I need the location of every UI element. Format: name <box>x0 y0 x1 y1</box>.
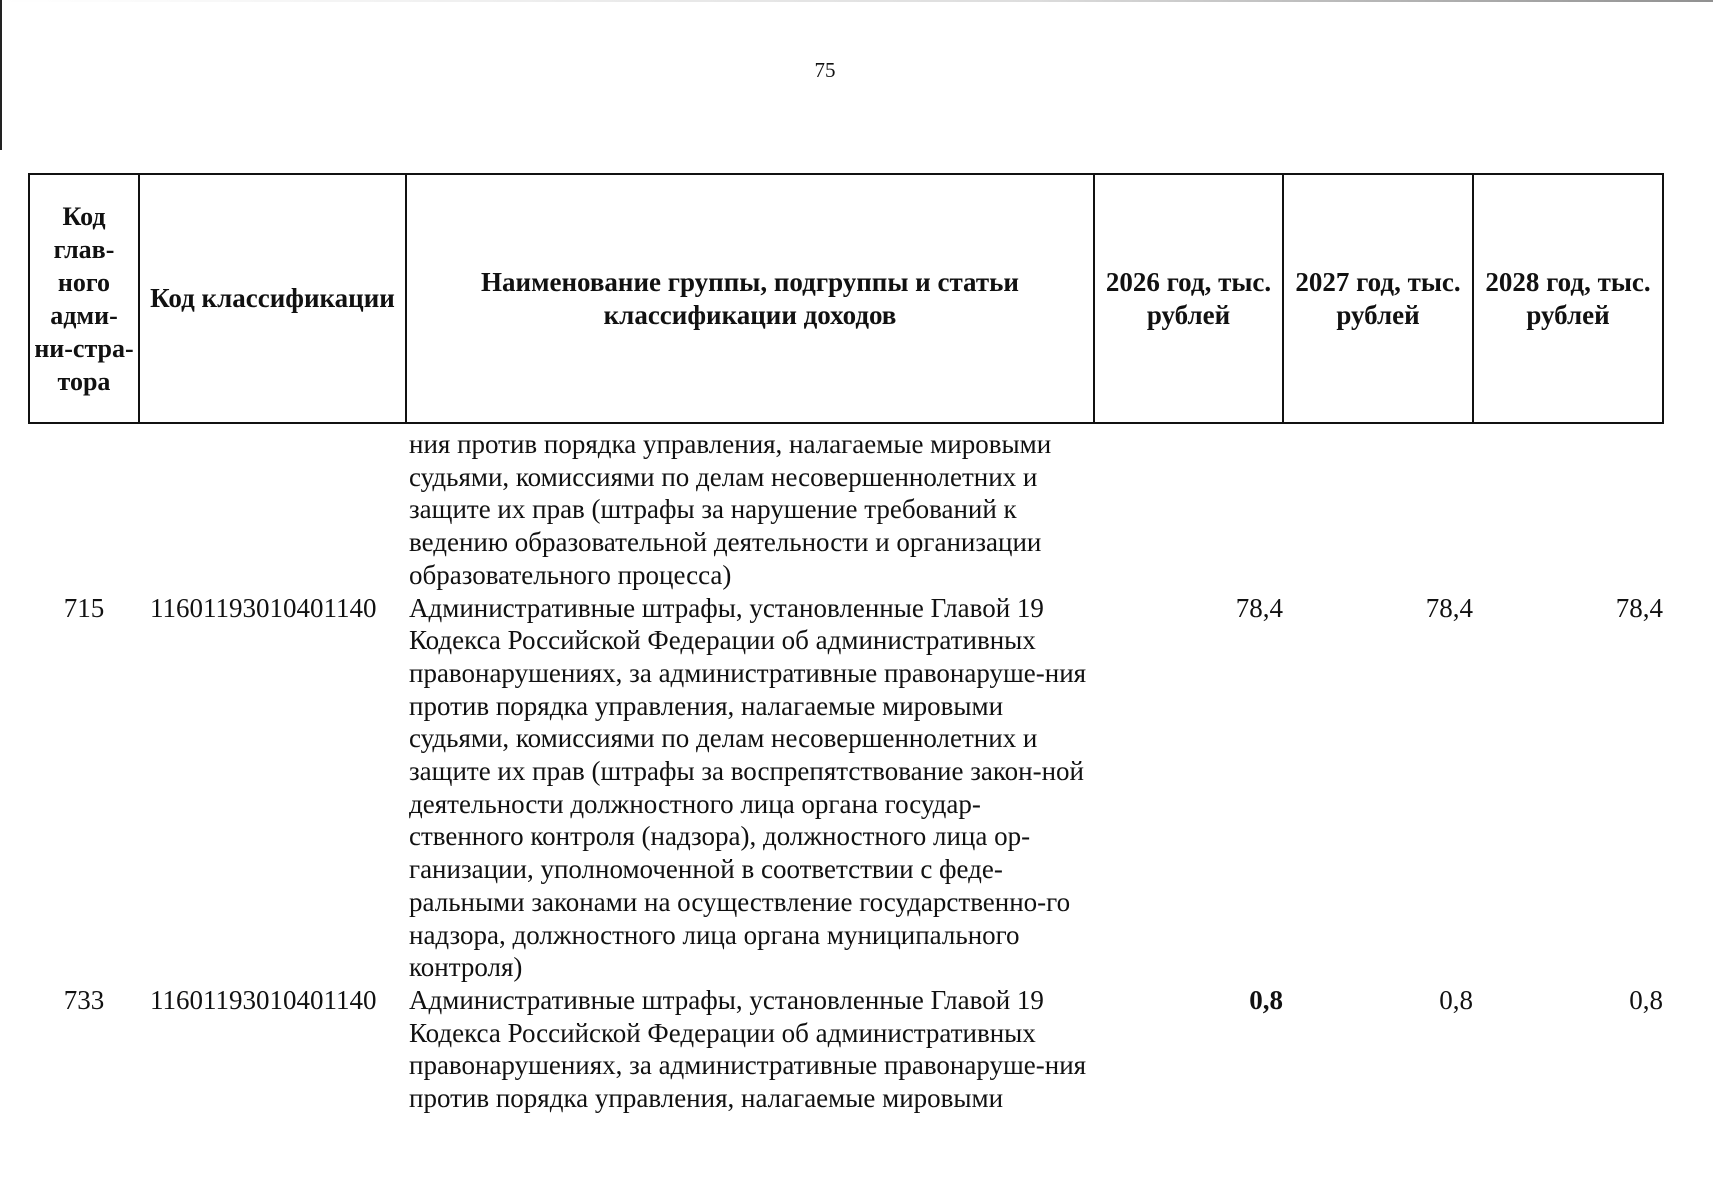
table-header-row <box>29 174 1663 423</box>
cell-name: Административные штрафы, установленные Главой 19 Кодекса Российской Федерации об административных правонарушениях, за административные правонаруше-ния против порядка управления, налагаемые мировыми судьями, комиссиями по делам несовершеннолетних и защите их прав (штрафы за воспрепятствование закон-ной деятельности должностного лица органа государ-ственного контроля (надзора), должностного лица ор-ганизации, уполномоченной в соответствии с феде-ральными законами на осуществление государственно-го надзора, должностного лица органа муниципального контроля) <box>409 592 1087 983</box>
cell-2027: 78,4 <box>1425 592 1473 623</box>
cell-code: 11601193010401140 <box>150 984 377 1015</box>
cell-admin: 733 <box>63 984 105 1015</box>
scan-edge-top <box>0 0 1713 2</box>
cell-admin <box>29 423 139 592</box>
cell-2028 <box>1473 423 1663 592</box>
table-row <box>29 984 1663 1115</box>
header-classification-code: Код классификации <box>139 174 406 423</box>
table-row <box>29 423 1663 592</box>
header-2027: 2027 год, тыс. рублей <box>1283 174 1473 423</box>
cell-2028: 78,4 <box>1615 592 1663 623</box>
cell-2028: 0,8 <box>1629 984 1663 1015</box>
header-2026: 2026 год, тыс. рублей <box>1094 174 1283 423</box>
header-2028: 2028 год, тыс. рублей <box>1473 174 1663 423</box>
header-name: Наименование группы, подгруппы и статьи классификации доходов <box>406 174 1094 423</box>
page-number: 75 <box>814 58 836 82</box>
table-row <box>29 592 1663 984</box>
header-admin-code: Код глав-ного адми-ни-стра-тора <box>29 174 139 423</box>
cell-2026 <box>1094 423 1283 592</box>
cell-2027: 0,8 <box>1439 984 1473 1015</box>
cell-name: Административные штрафы, установленные Главой 19 Кодекса Российской Федерации об административных правонарушениях, за административные правонаруше-ния против порядка управления, налагаемые мировыми <box>409 984 1087 1114</box>
cell-name: ния против порядка управления, налагаемые мировыми судьями, комиссиями по делам несовершеннолетних и защите их прав (штрафы за нарушение требований к ведению образовательной деятельности и организации образовательного процесса) <box>409 429 1052 590</box>
cell-2026: 78,4 <box>1235 592 1283 623</box>
cell-2027 <box>1283 423 1473 592</box>
cell-code: 11601193010401140 <box>150 592 377 623</box>
cell-admin: 715 <box>63 592 105 623</box>
cell-code <box>139 423 406 592</box>
cell-2026: 0,8 <box>1249 984 1283 1015</box>
revenue-table <box>28 173 1664 1115</box>
